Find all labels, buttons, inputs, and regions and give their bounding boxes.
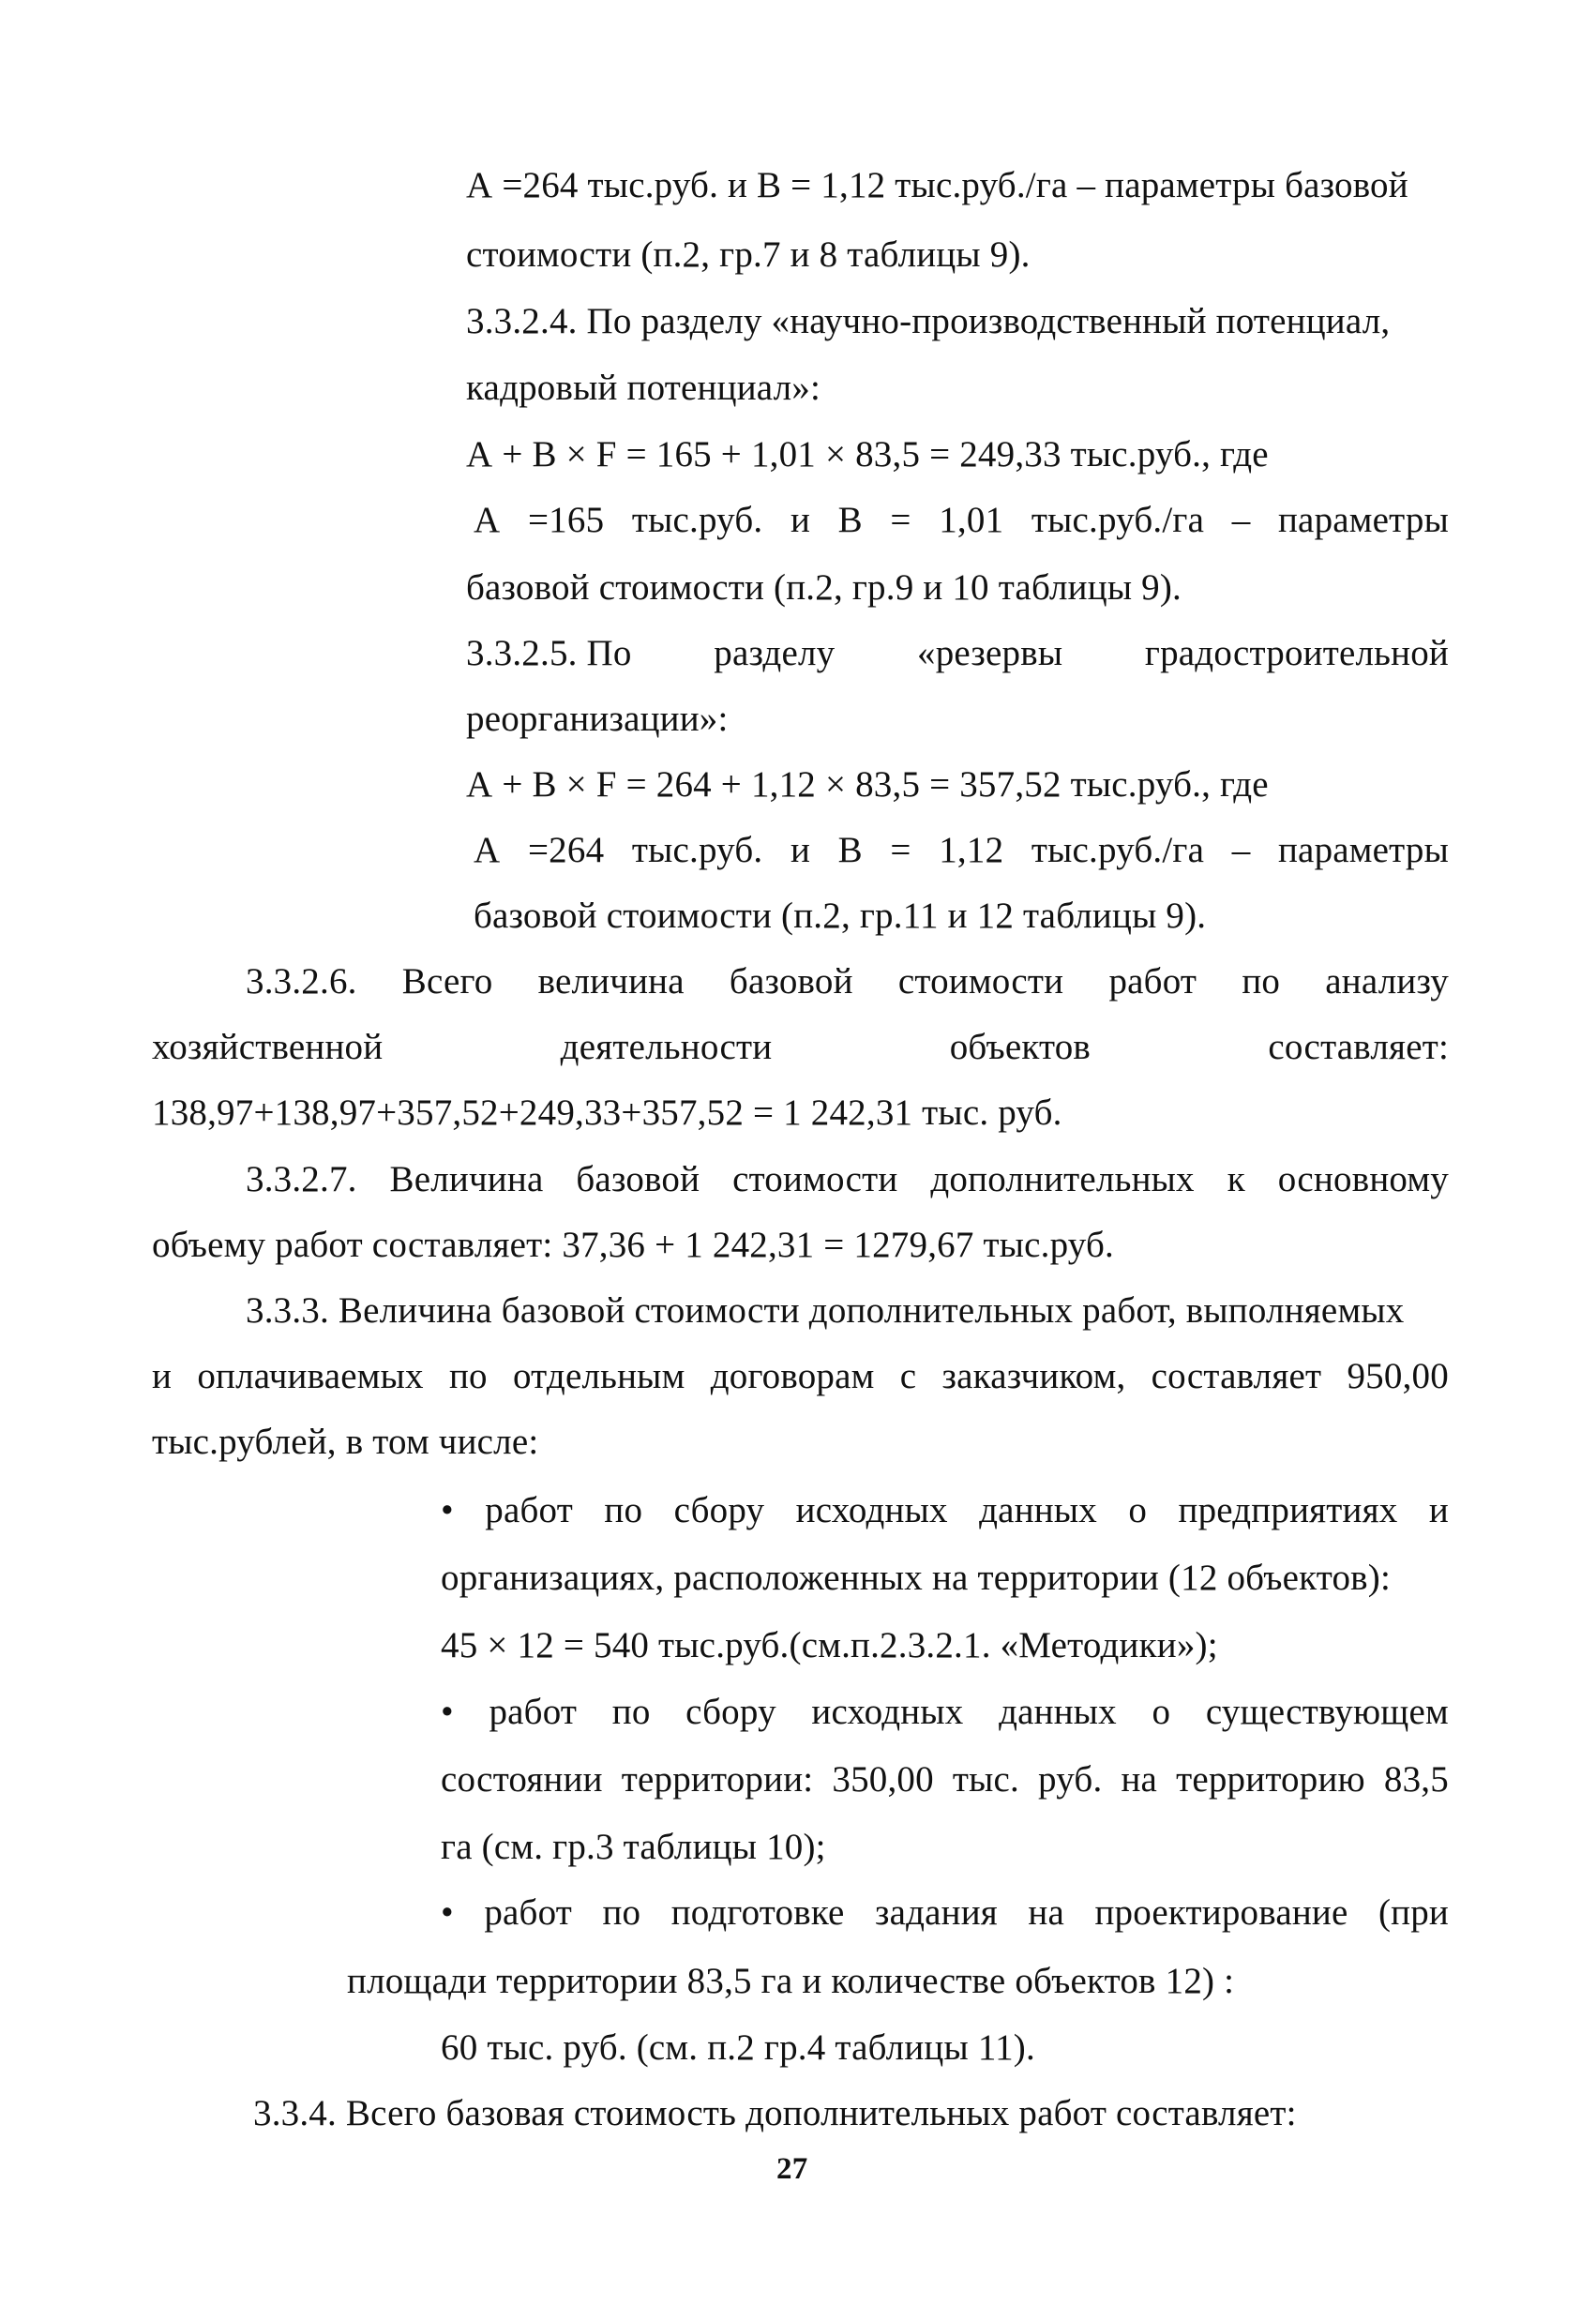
word: базовой — [576, 1159, 700, 1199]
word: В — [837, 830, 863, 870]
word: о — [1152, 1692, 1171, 1732]
bullet-line — [441, 1894, 1449, 1931]
word: тыс.руб. — [631, 830, 763, 870]
word: дополнительных — [930, 1159, 1195, 1199]
word: = — [890, 500, 911, 540]
word: работ — [485, 1490, 573, 1530]
word: работ — [484, 1892, 572, 1933]
word: исходных — [811, 1692, 964, 1732]
word: территорию — [1176, 1759, 1365, 1800]
word: параметры — [1277, 500, 1449, 540]
word: В — [837, 500, 863, 540]
word: (при — [1378, 1892, 1449, 1933]
word: задания — [874, 1892, 998, 1933]
word: руб. — [1038, 1759, 1103, 1800]
justified-line — [474, 502, 1449, 538]
justified-line — [152, 1358, 1449, 1394]
word: работ — [489, 1692, 578, 1732]
word: исходных — [795, 1490, 948, 1530]
word: по — [1242, 961, 1281, 1002]
word: состоянии — [441, 1759, 603, 1800]
word: на — [1121, 1759, 1158, 1800]
word: 350,00 — [832, 1759, 934, 1800]
word: 3.3.2.5. По — [466, 633, 632, 673]
word: по — [448, 1356, 488, 1396]
word: 950,00 — [1347, 1356, 1449, 1396]
bullet-marker: • — [441, 1892, 454, 1933]
word: и — [790, 500, 811, 540]
word: деятельности — [560, 1027, 773, 1067]
word: данных — [999, 1692, 1117, 1732]
word: Всего — [401, 961, 493, 1002]
word: по — [611, 1692, 651, 1732]
word: базовой — [729, 961, 853, 1002]
word: о — [1128, 1490, 1148, 1530]
word: тыс. — [952, 1759, 1019, 1800]
word: – — [1231, 830, 1251, 870]
formula-line: 138,97+138,97+357,52+249,33+357,52 = 1 242,31 тыс. руб. — [152, 1092, 1062, 1133]
text-line: 3.3.2.4. По разделу «научно-производственный потенциал, — [466, 301, 1391, 341]
word: А — [474, 500, 501, 540]
word: стоимости — [732, 1159, 898, 1199]
text-line: площади территории 83,5 га и количестве объектов 12) : — [347, 1961, 1235, 2001]
word: величина — [537, 961, 685, 1002]
word: подготовке — [670, 1892, 845, 1933]
word: 3.3.2.6. — [246, 961, 357, 1002]
word: сбору — [673, 1490, 765, 1530]
word: хозяйственной — [152, 1027, 384, 1067]
word: и — [152, 1356, 173, 1396]
word: оплачиваемых — [197, 1356, 424, 1396]
word: к — [1227, 1159, 1245, 1199]
word: тыс.руб./га — [1031, 830, 1205, 870]
word: работ — [1108, 961, 1197, 1002]
justified-line — [441, 1761, 1449, 1798]
text-line: тыс.рублей, в том числе: — [152, 1422, 539, 1462]
word: основному — [1277, 1159, 1449, 1199]
word: и — [790, 830, 811, 870]
word: анализу — [1325, 961, 1449, 1002]
bullet-marker: • — [441, 1692, 454, 1732]
word: проектирование — [1094, 1892, 1348, 1933]
text-line: А =264 тыс.руб. и В = 1,12 тыс.руб./га – параметры базовой — [466, 165, 1408, 205]
word: =264 — [527, 830, 605, 870]
word: по — [602, 1892, 641, 1933]
word: Величина — [389, 1159, 544, 1199]
word: и — [1428, 1490, 1449, 1530]
justified-line — [466, 635, 1449, 671]
text-line: га (см. гр.3 таблицы 10); — [441, 1827, 826, 1867]
word: составляет: — [1268, 1027, 1449, 1067]
word: =165 — [527, 500, 605, 540]
word: = — [890, 830, 911, 870]
text-line: стоимости (п.2, гр.7 и 8 таблицы 9). — [466, 234, 1031, 275]
formula-line: А + В × F = 165 + 1,01 × 83,5 = 249,33 тыс.руб., где — [466, 434, 1269, 475]
word: 1,12 — [939, 830, 1004, 870]
word: заказчиком, — [941, 1356, 1126, 1396]
text-line: 3.3.3. Величина базовой стоимости дополнительных работ, выполняемых — [246, 1290, 1405, 1331]
formula-line: А + В × F = 264 + 1,12 × 83,5 = 357,52 тыс.руб., где — [466, 764, 1269, 805]
text-line: 3.3.4. Всего базовая стоимость дополнительных работ составляет: — [253, 2093, 1297, 2133]
word: 1,01 — [939, 500, 1004, 540]
page-number: 27 — [776, 2152, 808, 2186]
bullet-marker: • — [441, 1490, 454, 1530]
bullet-line — [441, 1694, 1449, 1730]
text-line: базовой стоимости (п.2, гр.11 и 12 таблицы 9). — [474, 896, 1207, 936]
word: территории: — [621, 1759, 814, 1800]
word: градостроительной — [1144, 633, 1449, 673]
word: тыс.руб. — [631, 500, 763, 540]
justified-line — [246, 963, 1449, 1000]
justified-line — [152, 1029, 1449, 1065]
word: договорам — [710, 1356, 875, 1396]
text-line: объему работ составляет: 37,36 + 1 242,31 = 1279,67 тыс.руб. — [152, 1225, 1114, 1265]
word: предприятиях — [1178, 1490, 1398, 1530]
justified-line — [474, 832, 1449, 868]
formula-line: 45 × 12 = 540 тыс.руб.(см.п.2.3.2.1. «Методики»); — [441, 1625, 1218, 1665]
text-line: организациях, расположенных на территории (12 объектов): — [441, 1558, 1392, 1598]
text-line: реорганизации»: — [466, 699, 729, 739]
word: А — [474, 830, 501, 870]
word: сбору — [685, 1692, 776, 1732]
word: «резервы — [917, 633, 1063, 673]
word: объектов — [949, 1027, 1092, 1067]
word: 3.3.2.7. — [246, 1159, 357, 1199]
word: тыс.руб./га — [1031, 500, 1205, 540]
text-line: базовой стоимости (п.2, гр.9 и 10 таблицы 9). — [466, 567, 1182, 608]
word: отдельным — [512, 1356, 685, 1396]
word: – — [1231, 500, 1251, 540]
word: стоимости — [897, 961, 1064, 1002]
word: параметры — [1277, 830, 1449, 870]
word: существующем — [1205, 1692, 1449, 1732]
word: с — [899, 1356, 917, 1396]
word: по — [604, 1490, 643, 1530]
word: на — [1028, 1892, 1064, 1933]
word: составляет — [1151, 1356, 1322, 1396]
justified-line — [246, 1161, 1449, 1198]
word: 83,5 — [1383, 1759, 1449, 1800]
bullet-line — [441, 1492, 1449, 1529]
word: разделу — [714, 633, 836, 673]
word: данных — [979, 1490, 1097, 1530]
text-line: 60 тыс. руб. (см. п.2 гр.4 таблицы 11). — [441, 2027, 1035, 2068]
text-line: кадровый потенциал»: — [466, 368, 821, 408]
